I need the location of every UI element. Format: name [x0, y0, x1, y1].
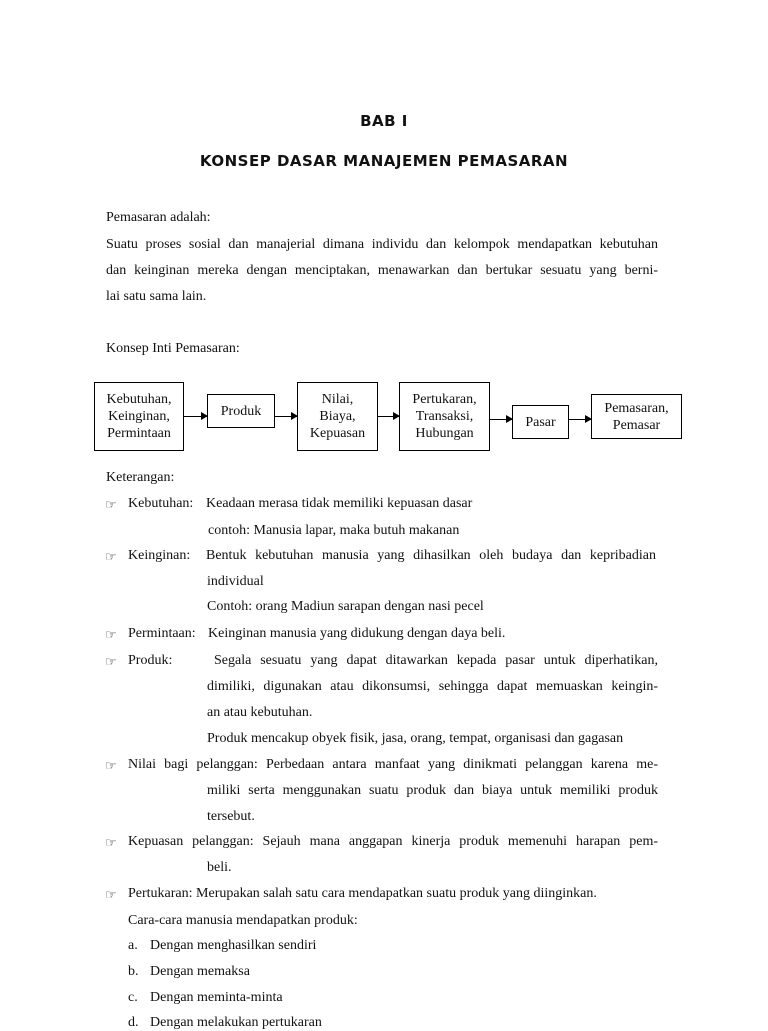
way-text: Dengan menghasilkan sendiri: [150, 938, 317, 953]
note-term: Kebutuhan:: [128, 496, 194, 511]
note-line: tersebut.: [207, 809, 255, 824]
note-line: Contoh: orang Madiun sarapan dengan nasi pecel: [207, 599, 484, 614]
note-line: [128, 886, 597, 902]
way-text: Dengan memaksa: [150, 964, 250, 979]
pointing-hand-icon: ☞: [105, 758, 117, 773]
note-text: Perbedaan antara manfaat yang dinikmati pelanggan karena me-: [265, 757, 658, 772]
note-term: Kepuasan pelanggan:: [128, 834, 254, 849]
pointing-hand-icon: ☞: [105, 549, 117, 564]
note-line: individual: [207, 574, 264, 589]
note-text: Merupakan salah satu cara mendapatkan suatu produk yang diinginkan.: [196, 886, 597, 901]
way-letter: a.: [128, 938, 138, 953]
note-term: Pertukaran:: [128, 886, 193, 901]
concept-box-product: Produk: [207, 394, 275, 428]
note-term: Permintaan:: [128, 626, 196, 641]
pointing-hand-icon: ☞: [105, 627, 117, 642]
note-line: beli.: [207, 860, 232, 875]
note-line: an atau kebutuhan.: [207, 705, 313, 720]
note-line: [128, 757, 658, 773]
way-letter: c.: [128, 990, 138, 1005]
note-line: Produk mencakup obyek fisik, jasa, orang, tempat, organisasi dan gagasan: [207, 731, 624, 746]
concept-box-value: Nilai, Biaya, Kepuasan: [297, 382, 378, 451]
ways-label: Cara-cara manusia mendapatkan produk:: [128, 913, 358, 928]
way-text: Dengan melakukan pertukaran: [150, 1015, 322, 1030]
pointing-hand-icon: ☞: [105, 654, 117, 669]
concept-box-needs: Kebutuhan, Keinginan, Permintaan: [94, 382, 184, 451]
note-line: miliki serta menggunakan suatu produk dan biaya untuk memiliki produk: [207, 783, 658, 798]
way-text: Dengan meminta-minta: [150, 990, 283, 1005]
definition-line: dan keinginan mereka dengan menciptakan, menawarkan dan bertukar sesuatu yang berni-: [106, 263, 658, 278]
note-line: Bentuk kebutuhan manusia yang dihasilkan oleh budaya dan kepribadian: [206, 548, 656, 563]
notes-label: Keterangan:: [106, 470, 175, 485]
note-term: Keinginan:: [128, 548, 191, 563]
pointing-hand-icon: ☞: [105, 497, 117, 512]
pointing-hand-icon: ☞: [105, 887, 117, 902]
concept-box-marketer: Pemasaran, Pemasar: [591, 394, 682, 439]
arrow-icon: [569, 419, 591, 420]
concept-label: Konsep Inti Pemasaran:: [106, 341, 240, 356]
arrow-icon: [490, 419, 512, 420]
definition-line: lai satu sama lain.: [106, 289, 207, 304]
chapter-number: BAB I: [360, 112, 408, 130]
way-letter: d.: [128, 1015, 139, 1030]
concept-box-exchange: Pertukaran, Transaksi, Hubungan: [399, 382, 490, 451]
definition-line: Suatu proses sosial dan manajerial dimana individu dan kelompok mendapatkan kebutuhan: [106, 237, 658, 252]
note-text: Sejauh mana anggapan kinerja produk memenuhi harapan pem-: [262, 834, 659, 849]
arrow-icon: [275, 416, 297, 417]
note-term: Produk:: [128, 653, 173, 668]
note-line: Keadaan merasa tidak memiliki kepuasan dasar: [206, 496, 473, 511]
note-line: contoh: Manusia lapar, maka butuh makanan: [208, 523, 460, 538]
chapter-title: KONSEP DASAR MANAJEMEN PEMASARAN: [199, 152, 569, 170]
concept-box-market: Pasar: [512, 405, 569, 439]
pointing-hand-icon: ☞: [105, 835, 117, 850]
note-line: Keinginan manusia yang didukung dengan daya beli.: [208, 626, 506, 641]
arrow-icon: [378, 416, 399, 417]
definition-label: Pemasaran adalah:: [106, 210, 211, 225]
arrow-icon: [184, 416, 207, 417]
way-letter: b.: [128, 964, 139, 979]
note-line: dimiliki, digunakan atau dikonsumsi, sehingga dapat memuaskan keingin-: [207, 679, 658, 694]
note-term: Nilai bagi pelanggan:: [128, 757, 258, 772]
note-line: Segala sesuatu yang dapat ditawarkan kepada pasar untuk diperhatikan,: [214, 653, 658, 668]
note-line: [128, 834, 658, 850]
